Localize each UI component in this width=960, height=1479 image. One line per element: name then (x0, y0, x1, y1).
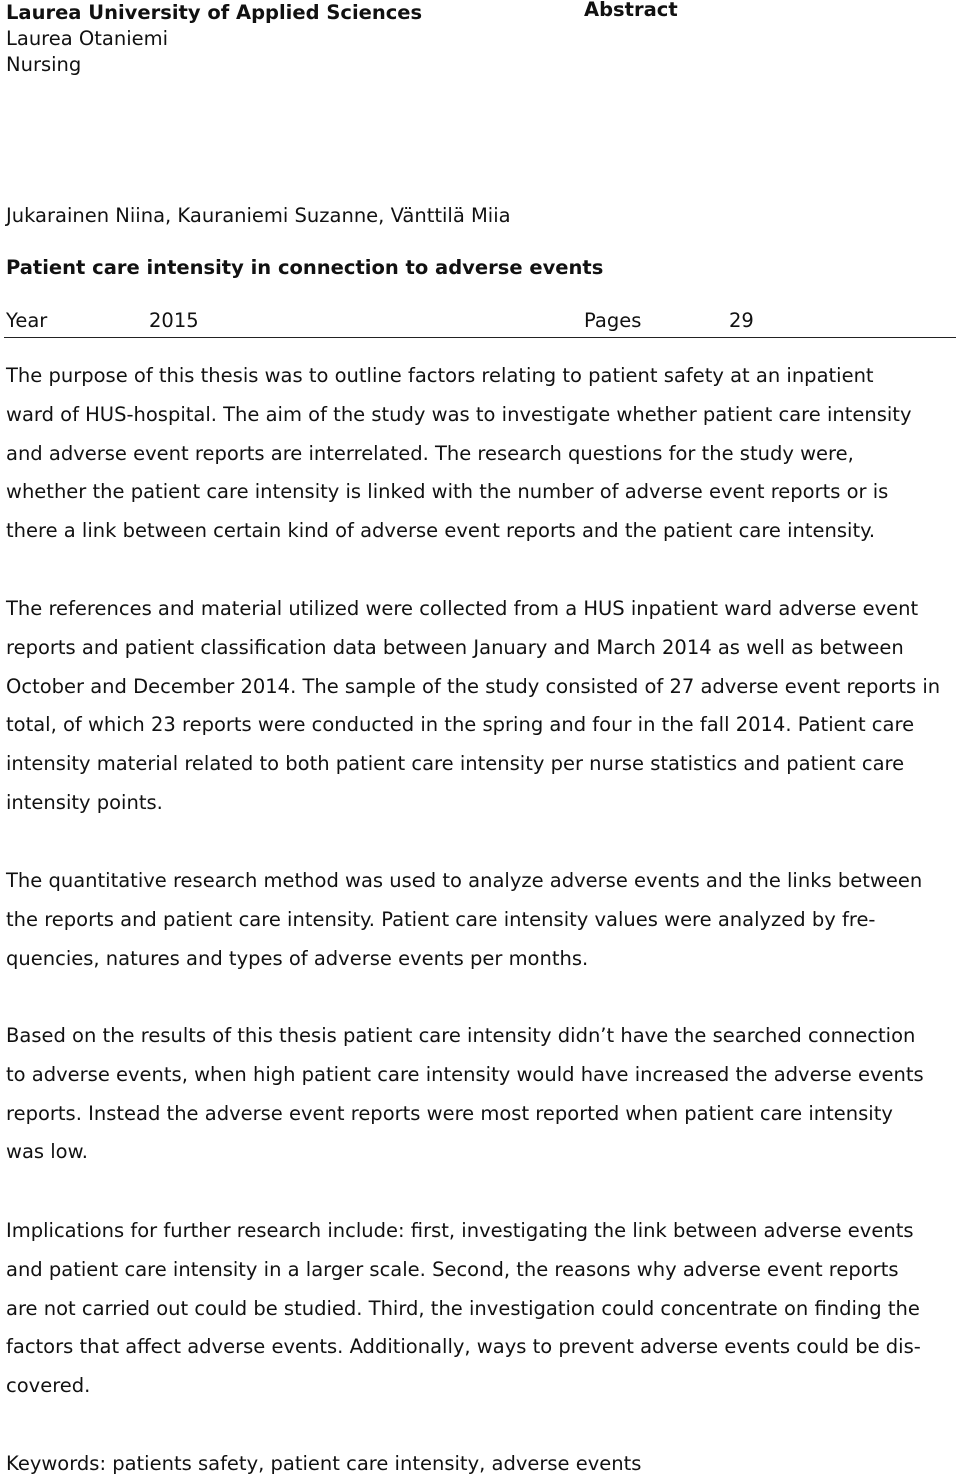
text-line: intensity points. (6, 790, 163, 814)
institution-header (6, 0, 422, 78)
thesis-title: Patient care intensity in connection to adverse events (6, 256, 604, 279)
text-line: The purpose of this thesis was to outline factors relating to patient safety at an inpatient (6, 364, 874, 387)
abstract-paragraph-method (6, 862, 958, 978)
institution-name: Laurea University of Applied Sciences (6, 1, 423, 24)
abstract-paragraph-results (6, 1017, 958, 1172)
text-line: the reports and patient care intensity. Patient care intensity values were analyzed by fre- (6, 907, 876, 931)
text-line: The references and material utilized were collected from a HUS inpatient ward adverse event (6, 597, 919, 620)
text-line: Implications for further research include: first, investigating the link between adverse events (6, 1219, 914, 1242)
meta-divider (4, 337, 956, 338)
year-value: 2015 (149, 309, 199, 332)
text-line: to adverse events, when high patient care intensity would have increased the adverse events (6, 1062, 924, 1086)
text-line: The quantitative research method was used to analyze adverse events and the links between (6, 869, 923, 892)
text-line: intensity material related to both patient care intensity per nurse statistics and patient care (6, 752, 905, 776)
programme-name: Nursing (6, 53, 82, 76)
text-line: factors that affect adverse events. Additionally, ways to prevent adverse events could be dis- (6, 1335, 921, 1359)
text-line: are not carried out could be studied. Third, the investigation could concentrate on finding the (6, 1296, 920, 1320)
thesis-authors: Jukarainen Niina, Kauraniemi Suzanne, Vänttilä Miia (6, 204, 511, 227)
year-label: Year (6, 309, 48, 332)
text-line: and patient care intensity in a larger scale. Second, the reasons why adverse event reports (6, 1257, 899, 1281)
text-line: total, of which 23 reports were conducted in the spring and four in the fall 2014. Patient care (6, 713, 915, 737)
text-line: there a link between certain kind of adverse event reports and the patient care intensity. (6, 519, 876, 543)
abstract-paragraph-purpose (6, 357, 958, 551)
text-line: reports. Instead the adverse event reports were most reported when patient care intensity (6, 1101, 893, 1125)
text-line: ward of HUS-hospital. The aim of the study was to investigate whether patient care intensity (6, 402, 912, 426)
text-line: covered. (6, 1374, 91, 1398)
pages-label: Pages (584, 309, 642, 332)
pages-value: 29 (729, 309, 754, 332)
abstract-label: Abstract (584, 0, 678, 21)
text-line: quencies, natures and types of adverse events per months. (6, 946, 589, 970)
abstract-paragraph-material (6, 590, 958, 823)
text-line: reports and patient classification data between January and March 2014 as well as between (6, 635, 904, 659)
text-line: and adverse event reports are interrelated. The research questions for the study were, (6, 441, 854, 465)
campus-name: Laurea Otaniemi (6, 27, 169, 50)
keywords-line: Keywords: patients safety, patient care intensity, adverse events (6, 1452, 642, 1475)
abstract-paragraph-implications (6, 1212, 958, 1406)
text-line: Based on the results of this thesis patient care intensity didn’t have the searched connection (6, 1024, 916, 1047)
text-line: whether the patient care intensity is linked with the number of adverse event reports or is (6, 480, 889, 504)
text-line: October and December 2014. The sample of the study consisted of 27 adverse event reports in (6, 674, 941, 698)
text-line: was low. (6, 1140, 88, 1164)
